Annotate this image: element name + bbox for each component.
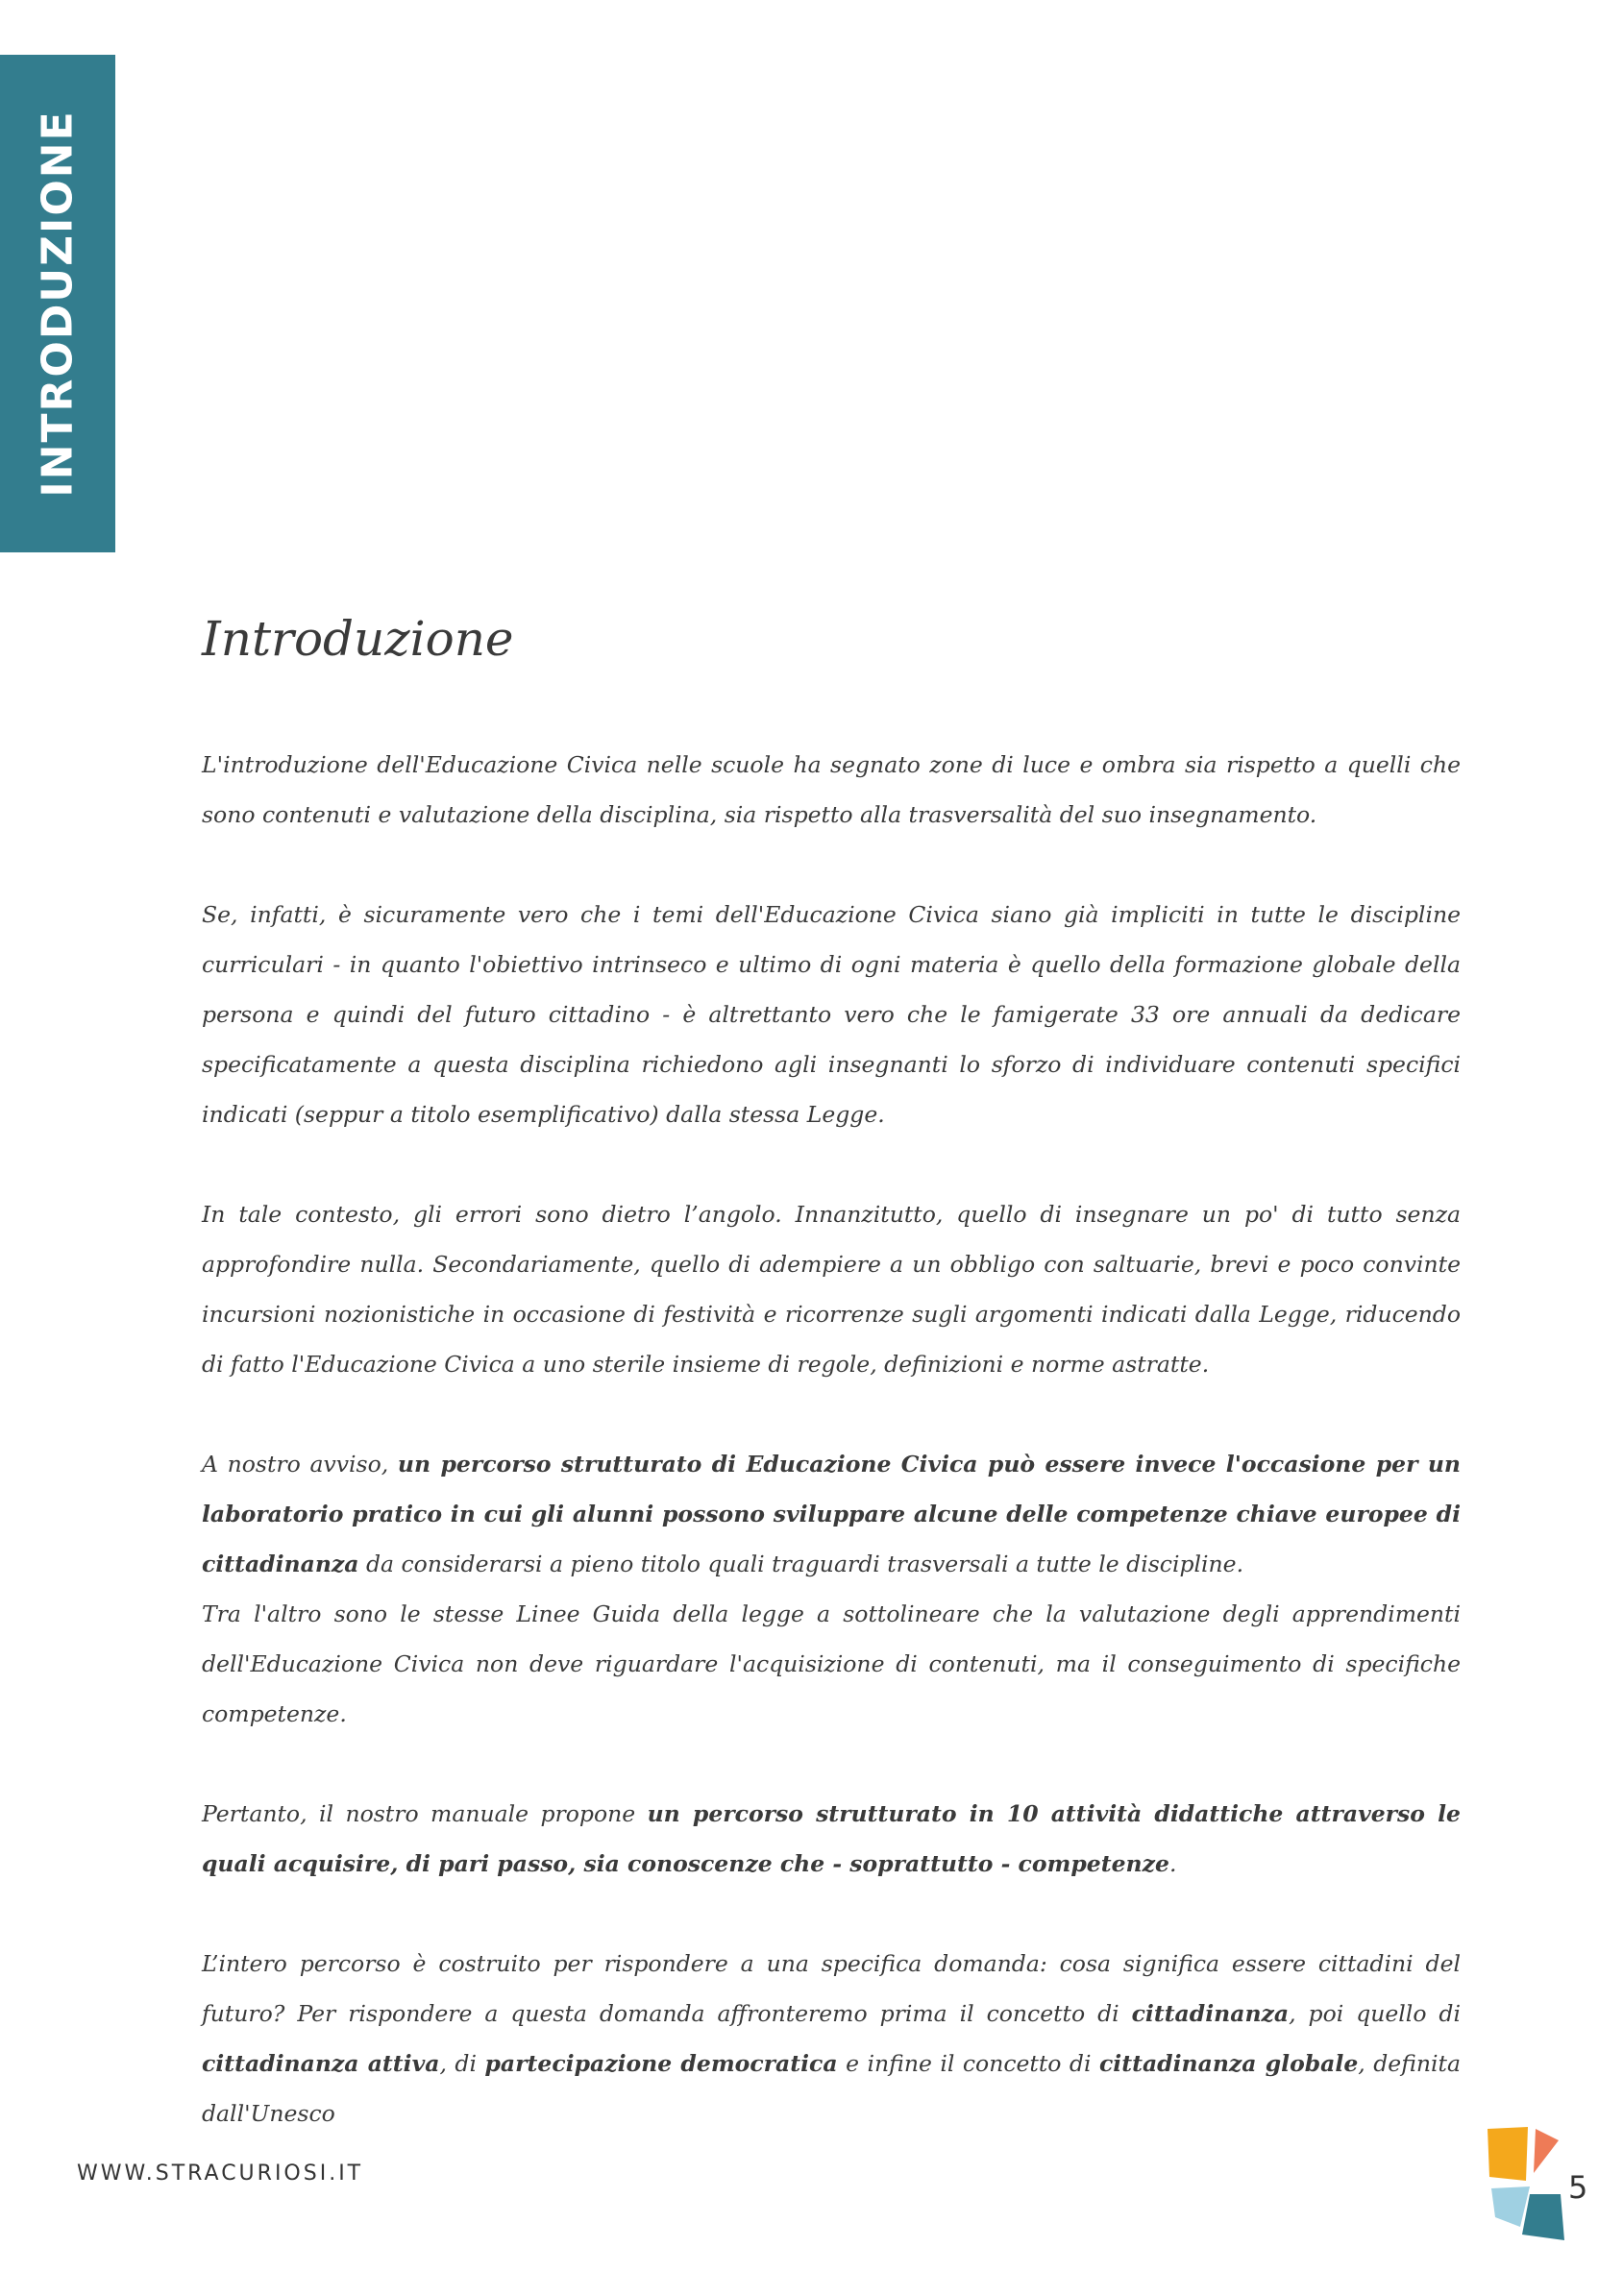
bold-text-run: cittadinanza attiva — [202, 2050, 440, 2077]
paragraph — [202, 1589, 1461, 1739]
text-run: da considerarsi a pieno titolo quali traguardi trasversali a tutte le discipline. — [358, 1551, 1244, 1577]
footer-website-url: WWW.STRACURIOSI.IT — [77, 2162, 364, 2186]
paragraph — [202, 1439, 1461, 1589]
paragraph — [202, 1939, 1461, 2138]
logo-shape-coral — [1534, 2129, 1559, 2173]
paragraph — [202, 1789, 1461, 1889]
logo-shape-teal — [1522, 2194, 1564, 2240]
text-run: Pertanto, il nostro manuale propone — [202, 1800, 648, 1827]
logo-shape-orange — [1488, 2127, 1528, 2181]
text-run: , di — [439, 2050, 485, 2077]
bold-text-run: un percorso strutturato in 10 attività didattiche attraverso le quali acquisire, di pari passo, sia conoscenze che - soprattutto - competenze — [202, 1800, 1461, 1877]
section-side-tab — [0, 55, 115, 552]
body-text — [202, 740, 1461, 2188]
text-run: e infine il concetto di — [837, 2050, 1099, 2077]
text-run: Se, infatti, è sicuramente vero che i temi dell'Educazione Civica siano già impliciti in tutte le discipline curriculari - in quanto l'obiettivo intrinseco e ultimo di ogni materia è quello della formazione globale della persona e quindi del futuro cittadino - è altrettanto vero che le famigerate 33 ore annuali da dedicare specificatamente a questa disciplina richiedono agli insegnanti lo sforzo di individuare contenuti specifici indicati (seppur a titolo esemplificativo) dalla stessa Legge. — [202, 901, 1461, 1128]
paragraph — [202, 740, 1461, 840]
bold-text-run: cittadinanza globale — [1099, 2050, 1359, 2077]
page-title: Introduzione — [202, 611, 514, 667]
text-run: . — [1168, 1850, 1177, 1877]
paragraph — [202, 890, 1461, 1139]
paragraph — [202, 1189, 1461, 1389]
bold-text-run: cittadinanza — [1131, 2000, 1290, 2027]
bold-text-run: partecipazione democratica — [484, 2050, 838, 2077]
page-number: 5 — [1568, 2169, 1588, 2206]
text-run: L'introduzione dell'Educazione Civica nelle scuole ha segnato zone di luce e ombra sia rispetto a quelli che sono contenuti e valutazione della disciplina, sia rispetto alla trasversalità del suo insegnamento. — [202, 751, 1461, 828]
section-side-tab-label: INTRODUZIONE — [33, 110, 83, 498]
stracuriosi-logo-icon — [1488, 2127, 1564, 2242]
logo-shape-lightblue — [1491, 2186, 1530, 2227]
text-run: Tra l'altro sono le stesse Linee Guida della legge a sottolineare che la valutazione degli apprendimenti dell'Educazione Civica non deve riguardare l'acquisizione di contenuti, ma il conseguimento di specifiche competenze. — [202, 1600, 1461, 1727]
text-run: In tale contesto, gli errori sono dietro l’angolo. Innanzitutto, quello di insegnare un po' di tutto senza approfondire nulla. Secondariamente, quello di adempiere a un obbligo con saltuarie, brevi e poco convinte incursioni nozionistiche in occasione di festività e ricorrenze sugli argomenti indicati dalla Legge, riducendo di fatto l'Educazione Civica a uno sterile insieme di regole, definizioni e norme astratte. — [202, 1201, 1461, 1378]
bold-text-run: un percorso strutturato di Educazione Civica può essere invece l'occasione per un laboratorio pratico in cui gli alunni possono sviluppare alcune delle competenze chiave europee di cittadinanza — [202, 1451, 1462, 1577]
text-run: , definita dall'Unesco — [202, 2050, 1461, 2127]
text-run: L’intero percorso è costruito per rispondere a una specifica domanda: cosa significa essere cittadini del futuro? Per rispondere a questa domanda affronteremo prima il concetto di — [202, 1950, 1461, 2027]
text-run: A nostro avviso, — [202, 1451, 398, 1478]
text-run: , poi quello di — [1289, 2000, 1461, 2027]
